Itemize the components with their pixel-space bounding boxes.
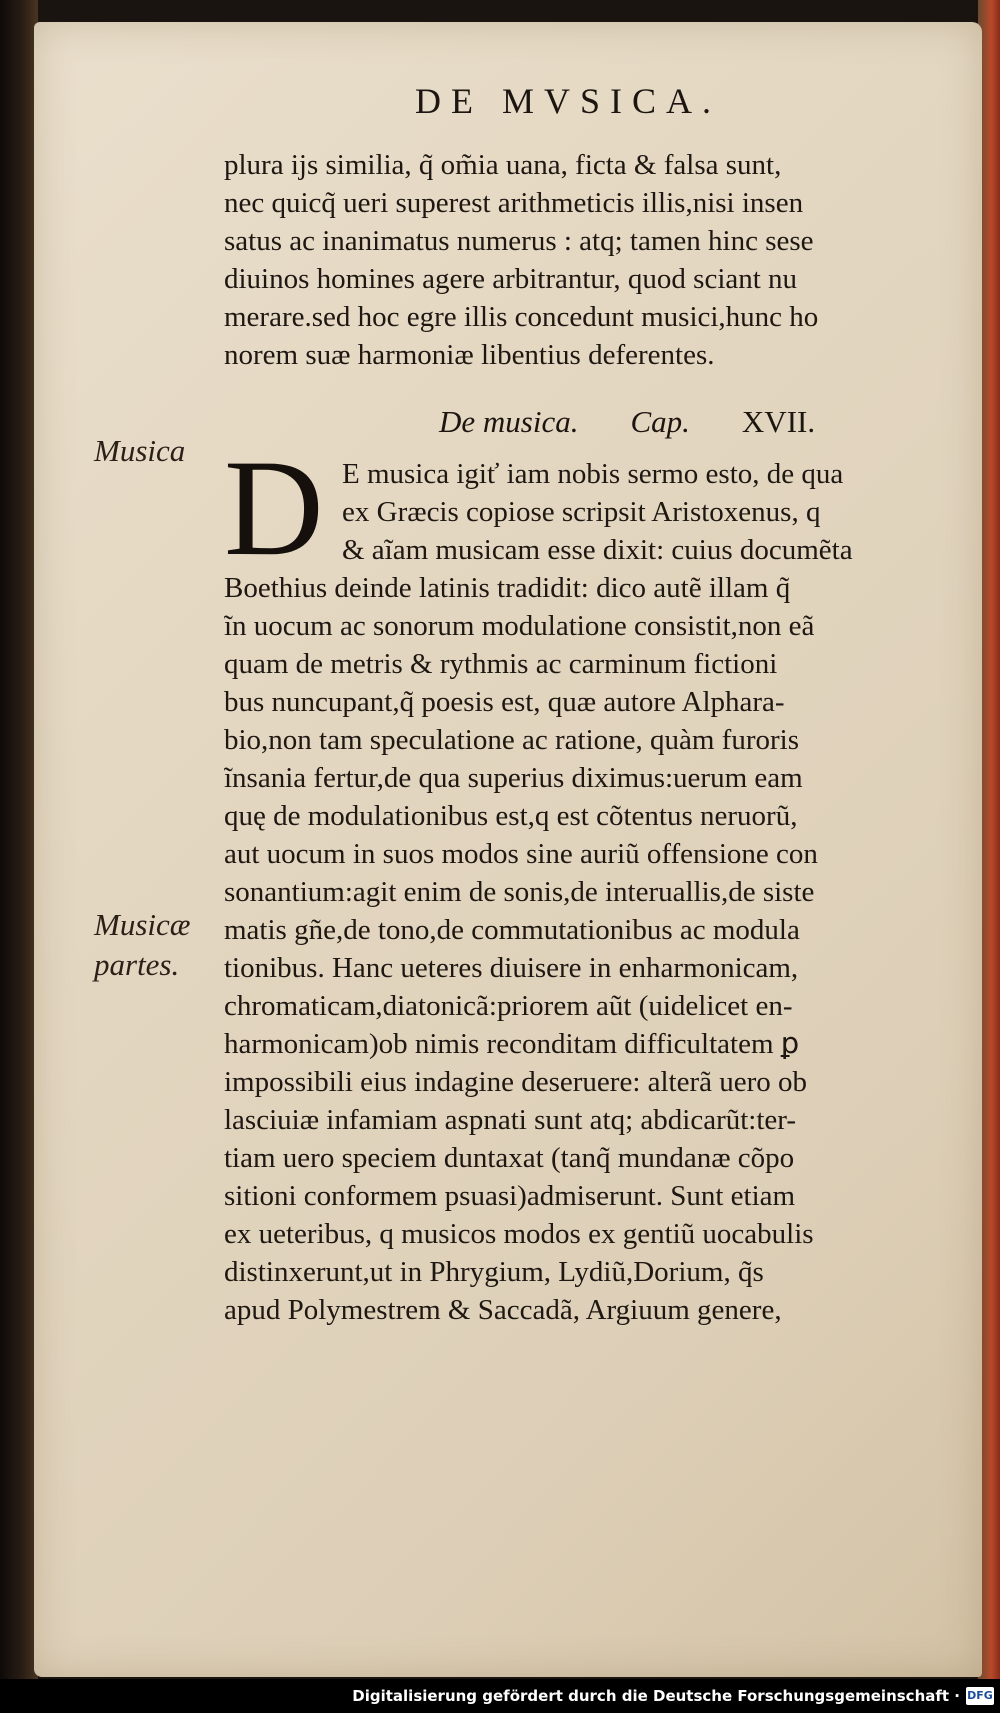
chapter-number: XVII. [741,404,816,439]
text-line: bus nuncupant,q̃ poesis est, quæ autore Alphara- [224,686,785,718]
text-line: quę de modulationibus est,q est cõtentus neruorũ, [224,800,798,832]
footer-credit: Digitalisierung gefördert durch die Deutsche Forschungsgemeinschaft · [352,1687,960,1705]
text-line: apud Polymestrem & Saccadã, Argiuum genere, [224,1294,782,1326]
footer-bar [0,1679,1000,1713]
drop-capital: D [224,431,324,584]
text-line: chromaticam,diatonicã:priorem aũt (uidelicet en- [224,990,793,1022]
top-paragraph [224,146,962,374]
text-line: ex Græcis copiose scripsit Aristoxenus, q [342,496,821,528]
text-line: nec quicq̃ ueri superest arithmeticis illis,nisi insen [224,187,804,219]
text-line: impossibili eius indagine deseruere: alterã uero ob [224,1066,808,1098]
book-page [34,22,982,1677]
margin-note-musica: Musica [94,433,186,468]
text-line: satus ac inanimatus numerus : atq; tamen hinc sese [224,225,814,257]
text-line: aut uocum in suos modos sine auriũ offensione con [224,838,818,870]
text-line: tionibus. Hanc ueteres diuisere in enharmonicam, [224,952,799,984]
text-line: harmonicam)ob nimis reconditam difficultatem ꝑ [224,1028,800,1060]
text-line: distinxerunt,ut in Phrygium, Lydiũ,Dorium, q̃s [224,1256,764,1288]
text-line: quam de metris & rythmis ac carminum fictioni [224,648,778,680]
text-line: E musica igiť iam nobis sermo esto, de qua [342,458,844,490]
binding-edge [0,0,38,1713]
text-line: bio,non tam speculatione ac ratione, quàm furoris [224,724,799,756]
text-line: ex ueteribus, q musicos modos ex gentiũ uocabulis [224,1218,814,1250]
text-line: ĩnsania fertur,de qua superius diximus:uerum eam [224,762,803,794]
dfg-logo-icon: DFG [966,1687,994,1705]
chapter-cap-label: Cap. [630,404,690,439]
chapter-title: De musica. [439,404,579,439]
text-line: matis gñe,de tono,de commutationibus ac modula [224,914,800,946]
text-line: tiam uero speciem duntaxat (tanq̃ mundanæ cõpo [224,1142,795,1174]
text-line: & aĩam musicam esse dixit: cuius documẽta [342,534,853,566]
chapter-heading [439,404,859,440]
text-line: Boethius deinde latinis tradidit: dico autẽ illam q̃ [224,572,791,604]
running-head: DE MVSICA. [414,81,721,121]
main-paragraph [224,455,962,1329]
text-line: merare.sed hoc egre illis concedunt musici,hunc ho [224,301,819,333]
text-line: ĩn uocum ac sonorum modulatione consistit,non eã [224,610,815,642]
text-line: sitioni conformem psuasi)admiserunt. Sunt etiam [224,1180,796,1212]
text-line: sonantium:agit enim de sonis,de interuallis,de siste [224,876,815,908]
margin-note-musicae: Musicæ [94,907,191,942]
text-line: plura ijs similia, q̃ om̃ia uana, ficta & falsa sunt, [224,149,782,181]
text-line: diuinos homines agere arbitrantur, quod sciant nu [224,263,798,295]
text-line: norem suæ harmoniæ libentius deferentes. [224,339,715,371]
margin-note-partes: partes. [94,947,180,982]
text-line: lasciuiæ infamiam aspnati sunt atq; abdicarũt:ter- [224,1104,796,1136]
